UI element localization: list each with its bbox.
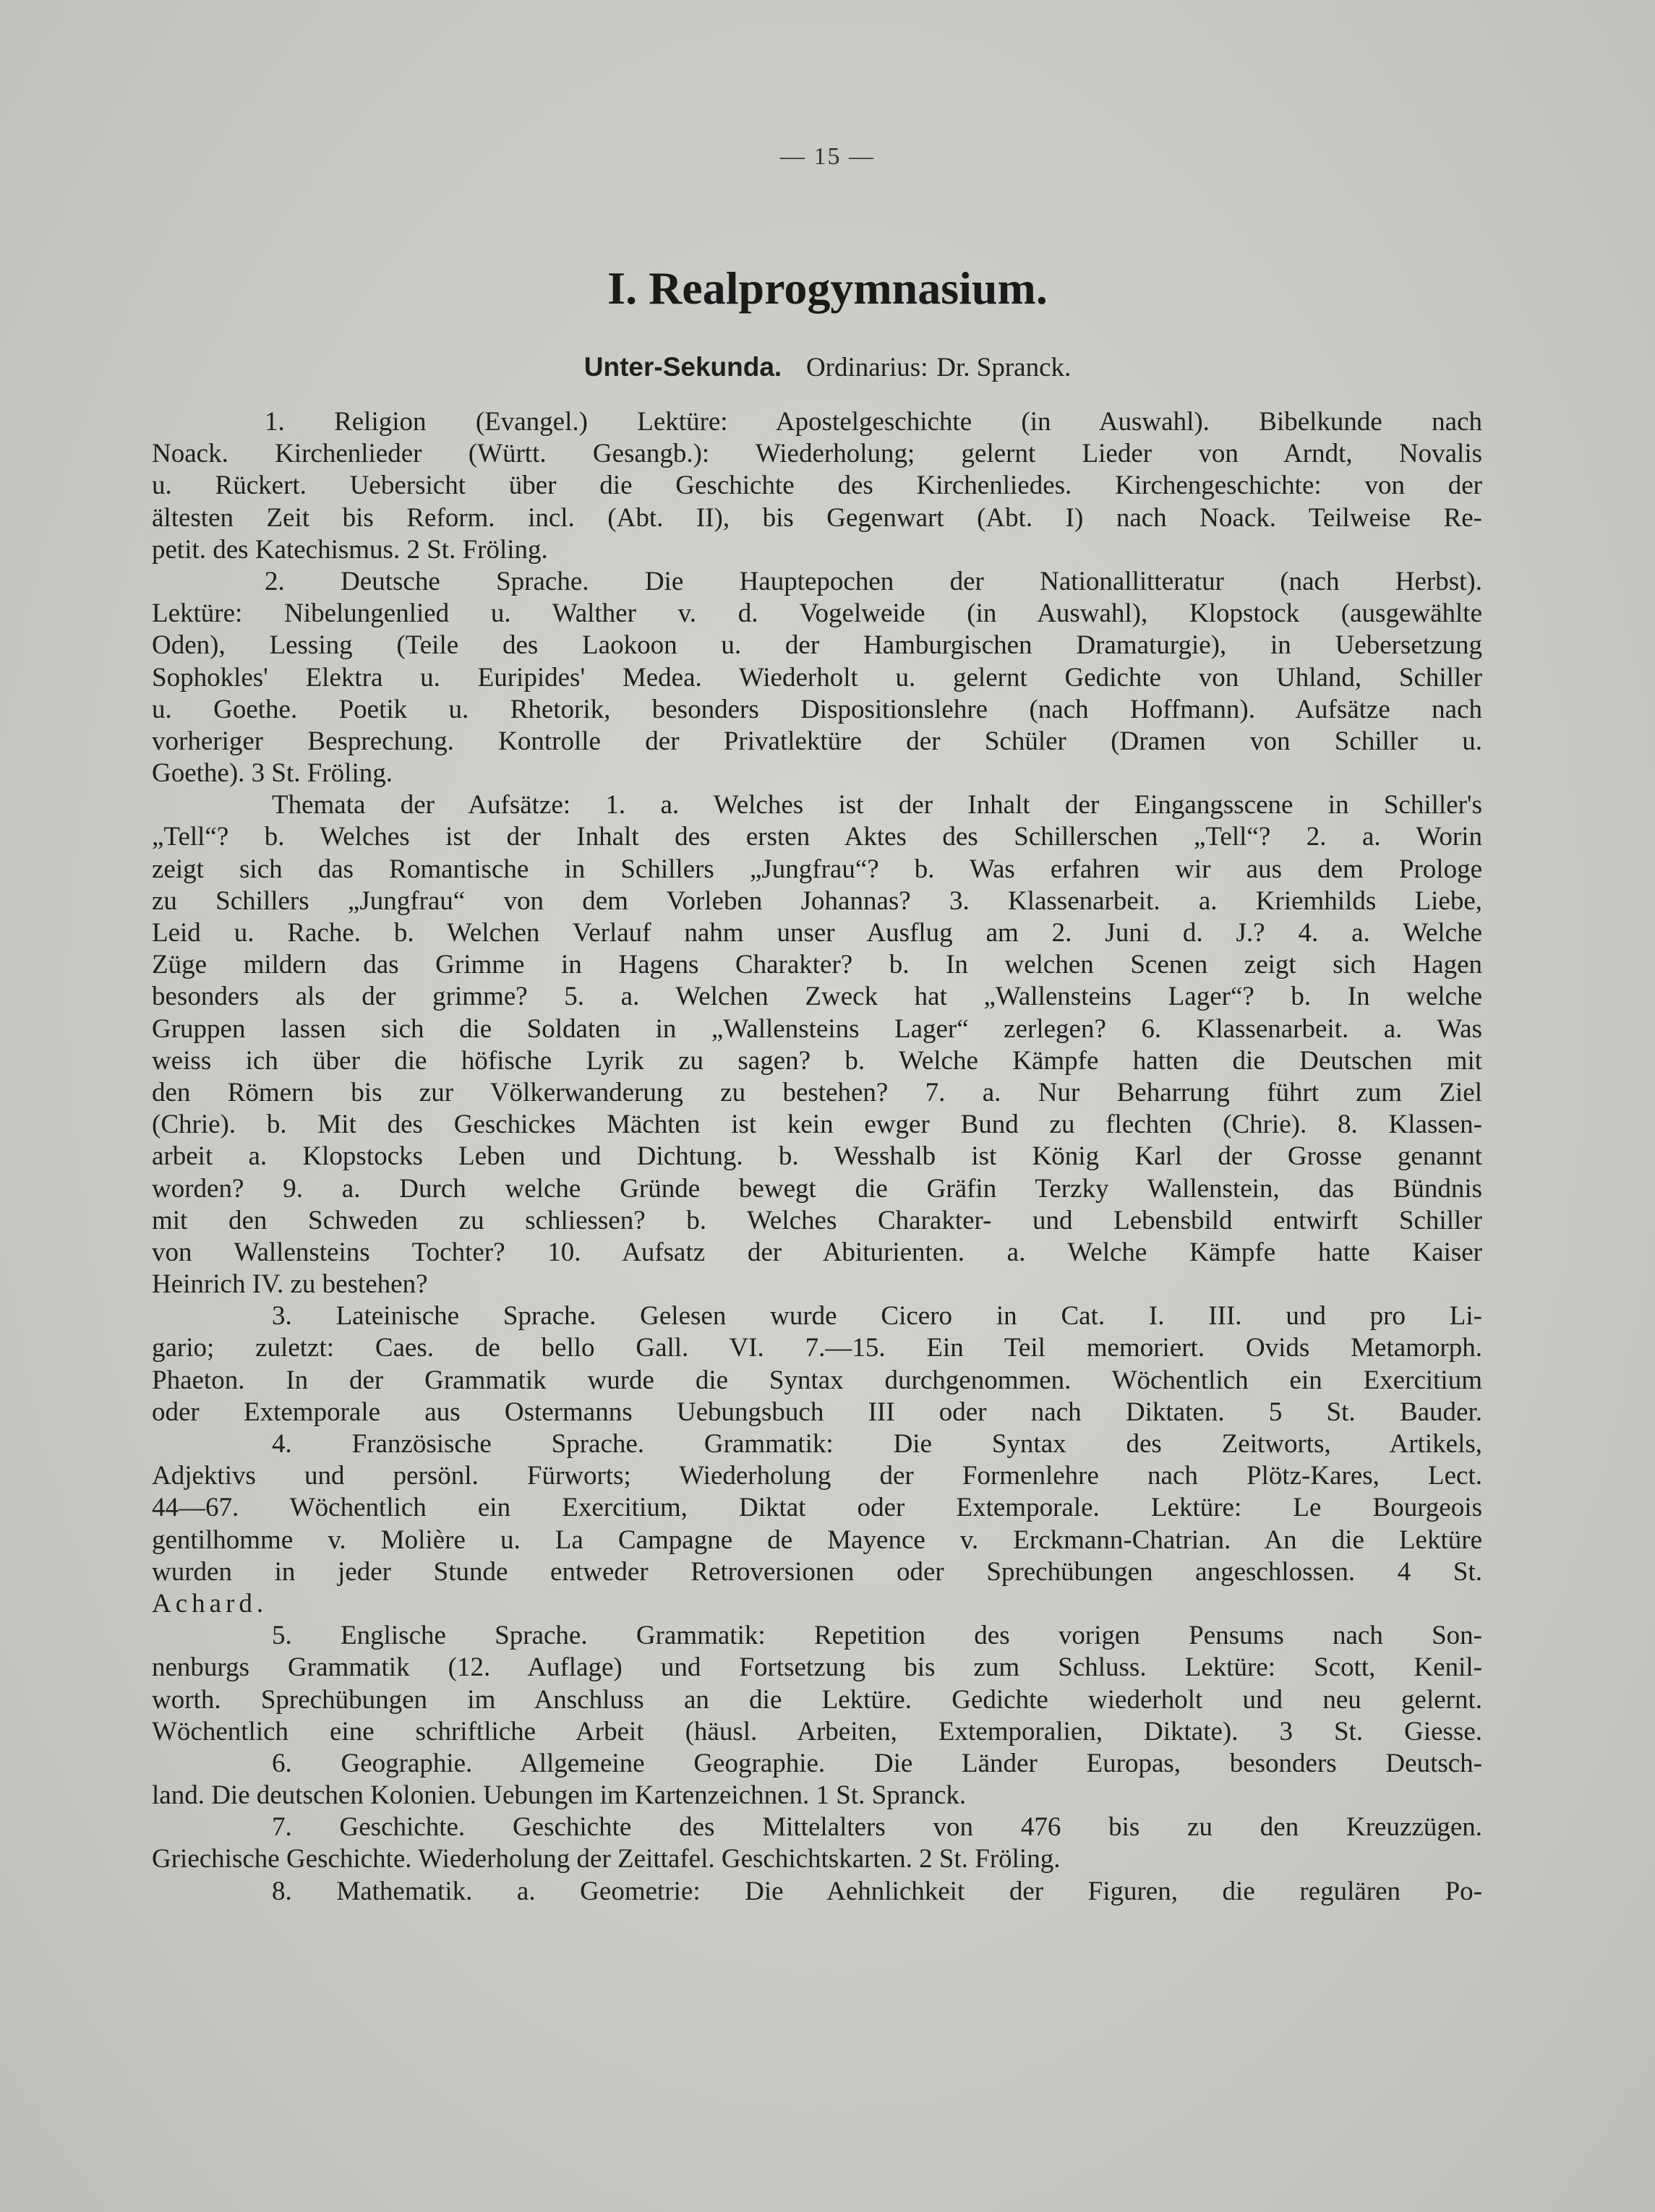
text-line: Adjektivs und persönl. Fürworts; Wiederholung der Formenlehre nach Plötz-Kares, Lect. [152,1461,1482,1491]
text-line: land. Die deutschen Kolonien. Uebungen im Kartenzeichnen. 1 St. Spranck. [152,1780,967,1811]
text-line: 8. Mathematik. a. Geometrie: Die Aehnlichkeit der Figuren, die regulären Po- [272,1876,1482,1906]
text-line: weiss ich über die höfische Lyrik zu sagen? b. Welche Kämpfe hatten die Deutschen mit [152,1045,1482,1076]
text-line: 4. Französische Sprache. Grammatik: Die Syntax des Zeitworts, Artikels, [272,1429,1482,1459]
body-text [152,406,1482,1908]
text-line: petit. des Katechismus. 2 St. Fröling. [152,534,548,565]
text-line: u. Rückert. Uebersicht über die Geschichte des Kirchenliedes. Kirchengeschichte: von der [152,471,1482,501]
text-line: 2. Deutsche Sprache. Die Hauptepochen der Nationallitteratur (nach Herbst). [265,566,1482,596]
text-line: Leid u. Rache. b. Welchen Verlauf nahm unser Ausflug am 2. Juni d. J.? 4. a. Welche [152,918,1482,948]
text-line: Lektüre: Nibelungenlied u. Walther v. d. Vogelweide (in Auswahl), Klopstock (ausgewählte [152,599,1482,629]
text-line: Gruppen lassen sich die Soldaten in „Wallensteins Lager“ zerlegen? 6. Klassenarbeit. a. Was [152,1013,1482,1044]
text-line: besonders als der grimme? 5. a. Welchen Zweck hat „Wallensteins Lager“? b. In welche [152,982,1482,1012]
text-line: 5. Englische Sprache. Grammatik: Repetition des vorigen Pensums nach Son- [272,1621,1482,1651]
text-line: worden? 9. a. Durch welche Gründe bewegt die Gräfin Terzky Wallenstein, das Bündnis [152,1173,1482,1204]
text-line: zeigt sich das Romantische in Schillers „Jungfrau“? b. Was erfahren wir aus dem Prologe [152,854,1482,884]
text-line: 1. Religion (Evangel.) Lektüre: Apostelgeschichte (in Auswahl). Bibelkunde nach [265,407,1482,437]
text-line: Themata der Aufsätze: 1. a. Welches ist der Inhalt der Eingangsscene in Schiller's [272,790,1482,820]
text-line: von Wallensteins Tochter? 10. Aufsatz der Abiturienten. a. Welche Kämpfe hatte Kaiser [152,1237,1482,1267]
text-line: worth. Sprechübungen im Anschluss an die Lektüre. Gedichte wiederholt und neu gelernt. [152,1684,1482,1715]
text-line: u. Goethe. Poetik u. Rhetorik, besonders Dispositionslehre (nach Hoffmann). Aufsätze nach [152,694,1482,724]
text-line: 44—67. Wöchentlich ein Exercitium, Diktat oder Extemporale. Lektüre: Le Bourgeois [152,1493,1482,1523]
ordinarius-label: Ordinarius: [805,353,928,382]
text-line: Noack. Kirchenlieder (Württ. Gesangb.): Wiederholung; gelernt Lieder von Arndt, Novalis [152,439,1482,469]
class-heading [0,351,1655,383]
ordinarius-name: Dr. Spranck. [936,353,1072,382]
text-line: „Tell“? b. Welches ist der Inhalt des ersten Aktes des Schillerschen „Tell“? 2. a. Worin [152,822,1482,852]
text-line: vorheriger Besprechung. Kontrolle der Privatlektüre der Schüler (Dramen von Schiller u. [152,726,1482,756]
page-title: I. Realprogymnasium. [607,262,1048,314]
text-line: Oden), Lessing (Teile des Laokoon u. der Hamburgischen Dramaturgie), in Uebersetzung [152,630,1482,661]
text-line: Züge mildern das Grimme in Hagens Charakter? b. In welchen Scenen zeigt sich Hagen [152,950,1482,980]
text-line: 6. Geographie. Allgemeine Geographie. Die Länder Europas, besonders Deutsch- [272,1748,1482,1778]
text-line: zu Schillers „Jungfrau“ von dem Vorleben Johannas? 3. Klassenarbeit. a. Kriemhilds Liebe, [152,886,1482,916]
text-line: (Chrie). b. Mit des Geschickes Mächten ist kein ewger Bund zu flechten (Chrie). 8. Klassen- [152,1110,1482,1140]
text-line: mit den Schweden zu schliessen? b. Welches Charakter- und Lebensbild entwirft Schiller [152,1205,1482,1235]
text-line: ältesten Zeit bis Reform. incl. (Abt. II), bis Gegenwart (Abt. I) nach Noack. Teilweise Re- [152,502,1482,533]
text-line: Heinrich IV. zu bestehen? [152,1269,428,1300]
text-line: den Römern bis zur Völkerwanderung zu bestehen? 7. a. Nur Beharrung führt zum Ziel [152,1077,1482,1107]
text-line: wurden in jeder Stunde entweder Retroversionen oder Sprechübungen angeschlossen. 4 St. [152,1556,1482,1587]
text-line: Griechische Geschichte. Wiederholung der Zeittafel. Geschichtskarten. 2 St. Fröling. [152,1844,1061,1874]
text-line: gentilhomme v. Molière u. La Campagne de Mayence v. Erckmann-Chatrian. An die Lektüre [152,1525,1482,1555]
page-number: — 15 — [780,143,875,170]
text-line: Phaeton. In der Grammatik wurde die Syntax durchgenommen. Wöchentlich ein Exercitium [152,1365,1482,1395]
text-line: arbeit a. Klopstocks Leben und Dichtung. b. Wesshalb ist König Karl der Grosse genannt [152,1141,1482,1172]
text-line: nenburgs Grammatik (12. Auflage) und Fortsetzung bis zum Schluss. Lektüre: Scott, Kenil- [152,1652,1482,1683]
text-line: 7. Geschichte. Geschichte des Mittelalters von 476 bis zu den Kreuzzügen. [272,1812,1482,1843]
class-grade: Unter-Sekunda. [583,352,782,382]
text-line: Sophokles' Elektra u. Euripides' Medea. Wiederholt u. gelernt Gedichte von Uhland, Schiller [152,662,1482,693]
text-line: Goethe). 3 St. Fröling. [152,758,393,789]
text-line: oder Extemporale aus Ostermanns Uebungsbuch III oder nach Diktaten. 5 St. Bauder. [152,1397,1482,1427]
text-line: Wöchentlich eine schriftliche Arbeit (häusl. Arbeiten, Extemporalien, Diktate). 3 St. Giesse. [152,1716,1482,1746]
text-line: 3. Lateinische Sprache. Gelesen wurde Cicero in Cat. I. III. und pro Li- [272,1301,1482,1332]
text-line: Achard. [152,1588,268,1619]
text-line: gario; zuletzt: Caes. de bello Gall. VI. 7.—15. Ein Teil memoriert. Ovids Metamorph. [152,1333,1482,1363]
